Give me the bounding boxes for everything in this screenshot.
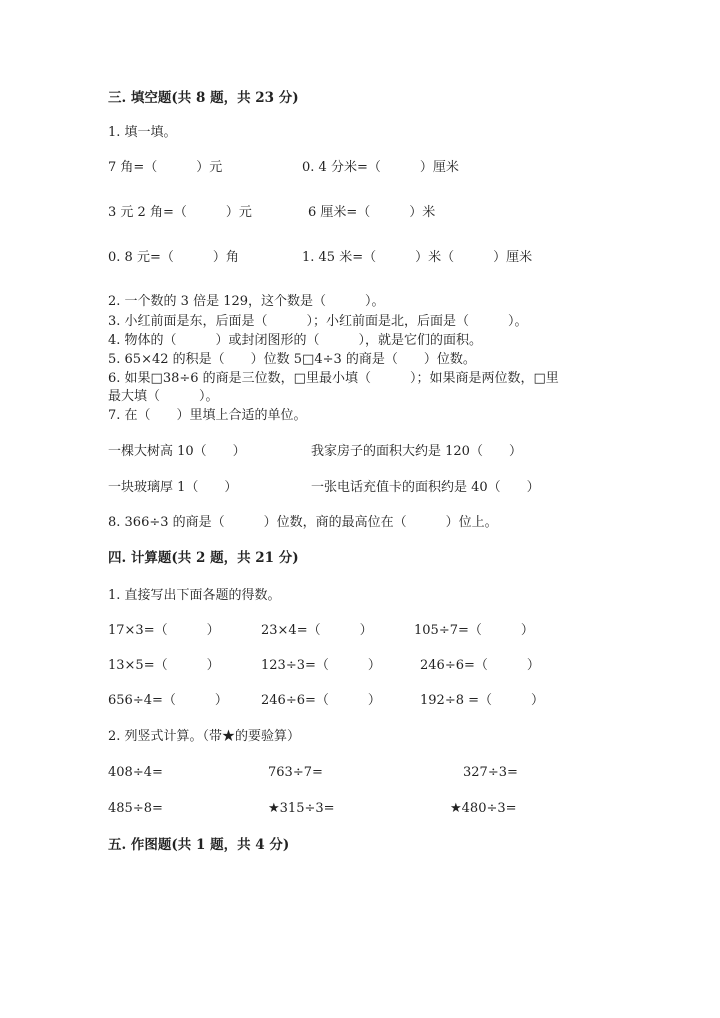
q4-text: 4. 物体的（ ）或封闭图形的（ ），就是它们的面积。 [108, 333, 483, 348]
vertical-calc-item: 485÷8= [108, 801, 163, 816]
q7-item: 我家房子的面积大约是 120（ ） [311, 444, 522, 459]
q1-item: 1. 45 米=（ ）米（ ）厘米 [302, 250, 533, 265]
q1-item: 0. 8 元=（ ）角 [108, 250, 239, 265]
q1-item: 7 角=（ ）元 [108, 160, 223, 175]
calc-item: 656÷4=（ ） [108, 693, 228, 708]
vertical-calc-item: 763÷7= [268, 765, 323, 780]
q1-item: 6 厘米=（ ）米 [308, 205, 436, 220]
calc-item: 192÷8 =（ ） [420, 693, 545, 708]
q1-item: 3 元 2 角=（ ）元 [108, 205, 252, 220]
section4-title: 四. 计算题(共 2 题，共 21 分) [108, 550, 299, 566]
calc-q2-prompt: 2. 列竖式计算。（带★的要验算） [108, 729, 301, 744]
q7-prompt: 7. 在（ ）里填上合适的单位。 [108, 408, 307, 423]
q7-item: 一棵大树高 10（ ） [108, 444, 246, 459]
calc-item: 105÷7=（ ） [414, 623, 534, 638]
q6-text: 6. 如果□38÷6 的商是三位数，□里最小填（ ）；如果商是两位数，□里 [108, 371, 559, 386]
section3-title: 三. 填空题(共 8 题，共 23 分) [108, 90, 299, 106]
calc-item: 23×4=（ ） [261, 623, 373, 638]
q5-text: 5. 65×42 的积是（ ）位数 5□4÷3 的商是（ ）位数。 [108, 352, 476, 367]
calc-item: 13×5=（ ） [108, 658, 220, 673]
calc-q1-prompt: 1. 直接写出下面各题的得数。 [108, 588, 281, 603]
calc-item: 17×3=（ ） [108, 623, 220, 638]
vertical-calc-item: 408÷4= [108, 765, 163, 780]
q7-item: 一块玻璃厚 1（ ） [108, 480, 238, 495]
vertical-calc-item: ★315÷3= [268, 801, 335, 816]
calc-item: 246÷6=（ ） [261, 693, 381, 708]
q1-prompt: 1. 填一填。 [108, 125, 177, 140]
calc-item: 123÷3=（ ） [261, 658, 381, 673]
section5-title: 五. 作图题(共 1 题，共 4 分) [108, 837, 290, 853]
vertical-calc-item: 327÷3= [463, 765, 518, 780]
q1-item: 0. 4 分米=（ ）厘米 [302, 160, 459, 175]
q2-text: 2. 一个数的 3 倍是 129，这个数是（ ）。 [108, 294, 385, 309]
q7-item: 一张电话充值卡的面积约是 40（ ） [311, 480, 540, 495]
q3-text: 3. 小红前面是东，后面是（ ）；小红前面是北，后面是（ ）。 [108, 314, 528, 329]
calc-item: 246÷6=（ ） [420, 658, 540, 673]
q8-text: 8. 366÷3 的商是（ ）位数，商的最高位在（ ）位上。 [108, 515, 498, 530]
vertical-calc-item: ★480÷3= [450, 801, 517, 816]
q6-text-continued: 最大填（ ）。 [108, 389, 219, 404]
